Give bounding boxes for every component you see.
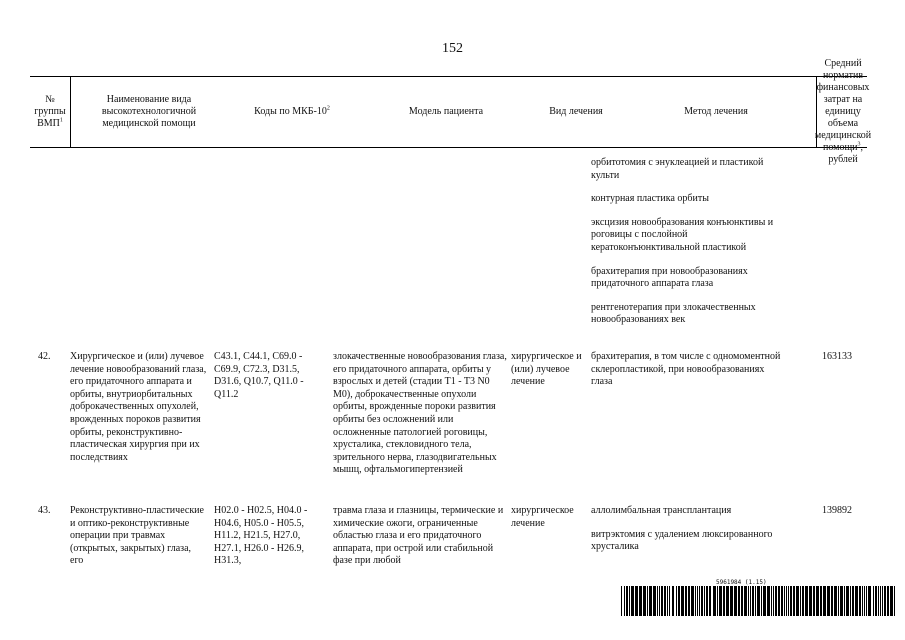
header-group-number-text: № группы ВМП [34,94,66,129]
row-cost: 139892 [822,505,852,516]
row-treatment-type: хирургическое лечение [511,505,574,529]
row-name: Реконструктивно-пластические и оптико-реконструктивные операции при травмах (открытых, закрытых) глаза, его [70,505,204,567]
row-codes: C43.1, C44.1, C69.0 - C69.9, C72.3, D31.5, D31.6, Q10.7, Q11.0 - Q11.2 [214,351,304,400]
header-cost [814,58,872,165]
continued-methods-cell [591,157,789,338]
footnote-3-marker: 3 [857,141,861,148]
method-item: эксцизия новообразования конъюнктивы и роговицы с послойной кератоконъюнктивальной пластикой [591,216,774,253]
method-item: аллолимбальная трансплантация [591,505,732,516]
row-name: Хирургическое и (или) лучевое лечение новообразований глаза, его придаточного аппарата и орбиты, внутриорбитальных доброкачественных опухолей, врожденных пороков развития орбиты, реконструктивно-пластическая хирургия при их последствиях [70,351,207,463]
row-cost: 163133 [822,351,852,362]
row-treatment-type: хирургическое и (или) лучевое лечение [511,351,582,388]
method-item: орбитотомия с энуклеацией и пластикой культи [591,157,764,181]
row-number: 43. [38,505,51,516]
barcode-label: 5961984 (1.15) [716,579,767,586]
header-icd-codes-text: Коды по МКБ-10 [254,106,327,117]
method-item: рентгенотерапия при злокачественных новообразованиях век [591,301,756,326]
barcode-graphic [621,586,897,616]
row-methods [591,351,781,400]
method-item: брахитерапия при новообразованиях придаточного аппарата глаза [591,265,748,290]
method-item: контурная пластика орбиты [591,193,709,205]
row-methods [591,505,781,565]
header-patient-model: Модель пациента [408,106,484,117]
method-item: брахитерапия, в том числе с одномоментной склеропластикой, при новообразованиях глаза [591,351,781,388]
table-header [30,58,872,165]
method-item: витрэктомия с удалением люксированного хрусталика [591,528,773,553]
row-patient-model: травма глаза и глазницы, термические и химические ожоги, ограниченные областью глаза и его придаточного аппарата, при острой или стабильной фазе при любой [333,505,504,567]
page-number: 152 [442,41,463,56]
header-treatment-type: Вид лечения [549,106,603,117]
header-cost-text: Средний норматив финансовых затрат на единицу объема медицинской помощи [814,58,872,153]
footnote-2-marker: 2 [326,105,330,112]
row-codes: H02.0 - H02.5, H04.0 - H04.6, H05.0 - H05.5, H11.2, H21.5, H27.0, H27.1, H26.0 - H26.9, H31.3, [214,505,308,567]
row-number: 42. [38,351,51,362]
header-group-number [30,77,70,147]
header-name: Наименование вида высокотехнологичной медицинской помощи [101,94,197,129]
footnote-1-marker: 1 [59,117,63,124]
header-icd-codes [228,77,356,147]
header-cost-suffix: , рублей [828,142,864,165]
row-patient-model: злокачественные новообразования глаза, его придаточного аппарата, орбиты у взрослых и детей (стадии T1 - T3 N0 M0), доброкачественные опухоли орбиты, врожденные пороки развития орбиты без осложнений или осложненные патологией роговицы, хрусталика, стекловидного тела, зрительного нерва, глазодвигательных мышц, офтальмогипертензией [333,351,507,476]
header-treatment-method: Метод лечения [684,106,748,117]
